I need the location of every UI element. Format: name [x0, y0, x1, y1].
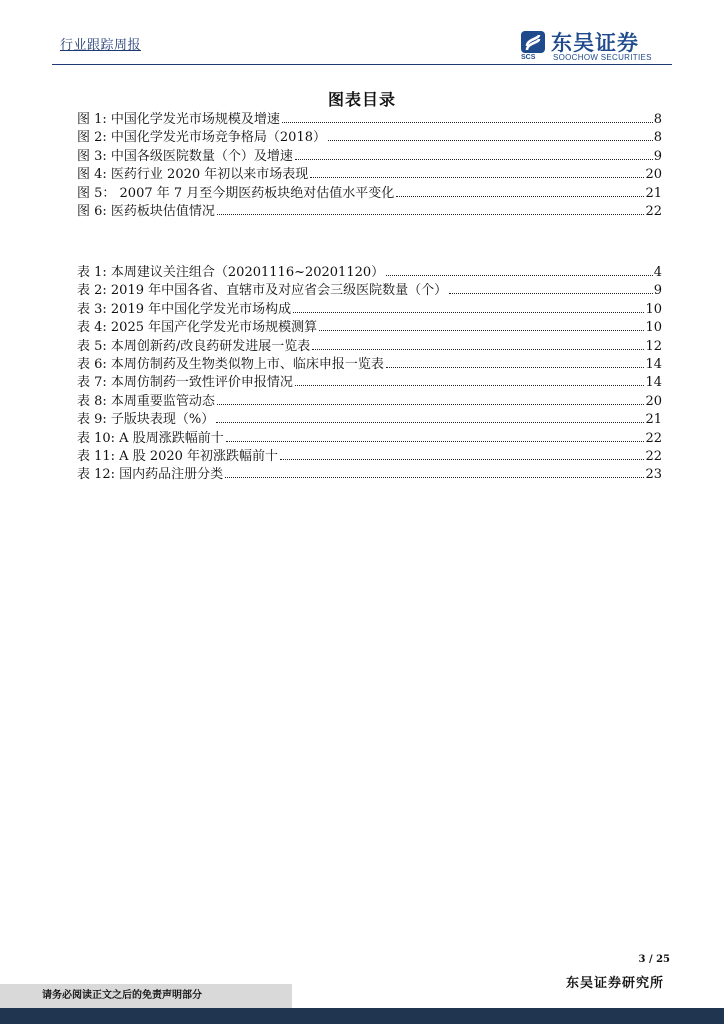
toc-leader-dots	[295, 385, 645, 386]
toc-leader-dots	[449, 293, 653, 294]
toc-entry-label: 表 10: A 股周涨跌幅前十	[77, 430, 224, 446]
toc-entry-figure-5[interactable]	[77, 185, 662, 203]
toc-entry-table-2[interactable]	[77, 282, 662, 300]
toc-entry-label: 表 3: 2019 年中国化学发光市场构成	[77, 301, 292, 317]
toc-leader-dots	[396, 196, 644, 197]
toc-entry-label: 表 12: 国内药品注册分类	[77, 467, 224, 483]
toc-entry-table-1[interactable]	[77, 264, 662, 282]
logo-english-name: SOOCHOW SECURITIES	[553, 53, 652, 62]
toc-entry-figure-2[interactable]	[77, 129, 662, 147]
toc-leader-dots	[225, 477, 644, 478]
toc-entry-label: 图 1: 中国化学发光市场规模及增速	[77, 112, 280, 127]
toc-entry-page: 10	[645, 320, 662, 336]
toc-title: 图表目录	[327, 90, 396, 109]
toc-entry-label: 图 6: 医药板块估值情况	[77, 203, 215, 219]
toc-leader-dots	[216, 422, 644, 423]
toc-leader-dots	[386, 367, 645, 368]
toc-leader-dots	[295, 159, 653, 160]
header-divider	[52, 64, 672, 65]
toc-entry-label: 表 9: 子版块表现（%）	[77, 412, 215, 428]
toc-leader-dots	[293, 312, 644, 313]
toc-entry-page: 23	[645, 467, 662, 483]
toc-entry-label: 表 8: 本周重要监管动态	[77, 393, 215, 409]
toc-entry-page: 4	[653, 265, 662, 280]
toc-entry-figure-3[interactable]	[77, 148, 662, 166]
toc-entry-page: 22	[645, 448, 662, 464]
toc-entry-page: 12	[645, 338, 662, 354]
toc-entry-table-4[interactable]	[77, 319, 662, 337]
figure-list	[77, 111, 662, 221]
toc-leader-dots	[282, 122, 653, 123]
toc-entry-page: 20	[645, 393, 662, 409]
toc-leader-dots	[310, 177, 644, 178]
toc-entry-label: 图 4: 医药行业 2020 年初以来市场表现	[77, 167, 309, 183]
toc-entry-table-11[interactable]	[77, 448, 662, 466]
footer-brand: 东吴证券研究所	[565, 976, 664, 991]
toc-leader-dots	[217, 214, 645, 215]
toc-entry-page: 10	[645, 301, 662, 317]
toc-entry-page: 14	[645, 375, 662, 391]
toc-entry-label: 图 2: 中国化学发光市场竞争格局（2018）	[77, 130, 326, 146]
toc-entry-table-7[interactable]	[77, 374, 662, 392]
toc-entry-label: 表 7: 本周仿制药一致性评价申报情况	[77, 375, 293, 391]
toc-entry-page: 14	[645, 356, 662, 372]
toc-entry-label: 表 2: 2019 年中国各省、直辖市及对应省会三级医院数量（个）	[77, 283, 448, 299]
toc-entry-figure-4[interactable]	[77, 166, 662, 184]
toc-entry-page: 22	[645, 430, 662, 446]
disclaimer-notice: 请务必阅读正文之后的免责声明部分	[0, 984, 292, 1008]
logo-chinese-name: 东吴证券	[551, 31, 639, 55]
toc-entry-page: 20	[645, 167, 662, 183]
toc-entry-label: 表 11: A 股 2020 年初涨跌幅前十	[77, 448, 279, 464]
toc-entry-page: 9	[653, 283, 662, 299]
report-type-label: 行业跟踪周报	[60, 38, 142, 53]
toc-leader-dots	[386, 275, 653, 276]
toc-leader-dots	[226, 441, 645, 442]
toc-entry-page: 22	[645, 203, 662, 219]
toc-entry-page: 8	[653, 130, 662, 146]
toc-entry-table-10[interactable]	[77, 430, 662, 448]
toc-entry-table-12[interactable]	[77, 466, 662, 484]
toc-entry-table-5[interactable]	[77, 338, 662, 356]
company-logo	[520, 30, 670, 64]
toc-entry-label: 图 3: 中国各级医院数量（个）及增速	[77, 148, 293, 164]
page-number: 3 / 25	[638, 954, 670, 965]
toc-entry-figure-1[interactable]	[77, 111, 662, 129]
toc-entry-page: 8	[653, 112, 662, 127]
toc-entry-page: 9	[653, 148, 662, 164]
logo-code: SCS	[521, 54, 536, 61]
toc-leader-dots	[328, 140, 653, 141]
toc-entry-figure-6[interactable]	[77, 203, 662, 221]
toc-entry-label: 表 5: 本周创新药/改良药研发进展一览表	[77, 338, 311, 354]
toc-entry-table-3[interactable]	[77, 301, 662, 319]
toc-entry-label: 图 5： 2007 年 7 月至今期医药板块绝对估值水平变化	[77, 185, 395, 201]
logo-mark-icon	[520, 30, 546, 56]
toc-leader-dots	[217, 404, 645, 405]
table-list	[77, 264, 662, 485]
toc-entry-page: 21	[645, 412, 662, 428]
toc-leader-dots	[280, 459, 644, 460]
toc-entry-table-8[interactable]	[77, 393, 662, 411]
toc-leader-dots	[312, 349, 644, 350]
toc-entry-label: 表 6: 本周仿制药及生物类似物上市、临床申报一览表	[77, 356, 384, 372]
toc-leader-dots	[319, 330, 644, 331]
toc-entry-table-9[interactable]	[77, 411, 662, 429]
toc-entry-table-6[interactable]	[77, 356, 662, 374]
toc-entry-label: 表 4: 2025 年国产化学发光市场规模测算	[77, 320, 318, 336]
toc-entry-page: 21	[645, 185, 662, 201]
toc-entry-label: 表 1: 本周建议关注组合（20201116~20201120）	[77, 265, 385, 280]
footer-bar	[0, 1008, 724, 1024]
